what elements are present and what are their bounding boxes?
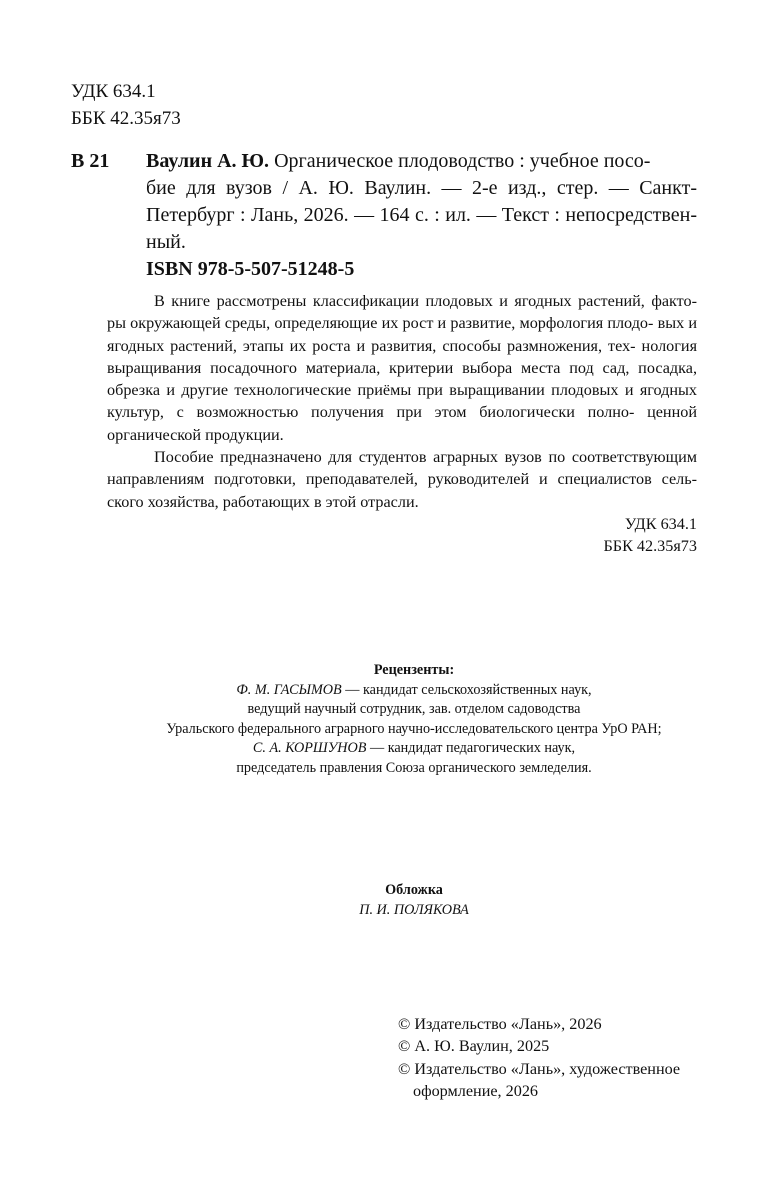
annotation-line: нология выращивания посадочного материала, критерии выбора места под сад,	[107, 336, 698, 377]
bibliographic-record	[146, 148, 697, 256]
annotation-line: вых и ягодных растений, этапы их роста и развития, способы размножения, тех-	[107, 314, 698, 355]
annotation-line: ры окружающей среды, определяющие их рост и развитие, морфология плодо-	[107, 314, 654, 333]
reviewer-1-degree: — кандидат сельскохозяйственных наук,	[341, 681, 592, 698]
biblio-author: Ваулин А. Ю.	[146, 150, 270, 172]
reviewer-2-name: С. А. КОРШУНОВ	[252, 740, 367, 757]
isbn: ISBN 978-5-507-51248-5	[146, 258, 355, 280]
biblio-line-3: Петербург : Лань, 2026. — 164 с. : ил. — Текст : непосредствен-	[146, 204, 697, 226]
reviewer-2-line-2: председатель правления Союза органического земледелия.	[236, 759, 592, 776]
annotation-paragraph-2	[107, 446, 697, 513]
reviewer-1-line-1	[0, 681, 769, 701]
classification-codes-bottom	[604, 513, 698, 557]
cover-designer: П. И. ПОЛЯКОВА	[359, 901, 469, 918]
cover-credit	[0, 881, 769, 920]
biblio-title: Органическое плодоводство : учебное посо-	[269, 150, 651, 172]
udk-code: УДК 634.1	[71, 81, 156, 102]
annotation-line: Пособие предназначено для студентов аграрных вузов по соответствующим	[154, 448, 697, 467]
reviewer-1-line-3: Уральского федерального аграрного научно-исследовательского центра УрО РАН;	[166, 720, 662, 737]
copyright-line-3: © Издательство «Лань», художественное	[398, 1059, 681, 1078]
copyright-line-1: © Издательство «Лань», 2026	[398, 1015, 602, 1033]
copyright-line-4: оформление, 2026	[413, 1081, 539, 1100]
udk-code: УДК 634.1	[624, 515, 697, 533]
reviewer-2-degree: — кандидат педагогических наук,	[366, 740, 576, 757]
copyright-block	[398, 1013, 680, 1102]
bbk-code: ББК 42.35я73	[71, 108, 181, 129]
cover-heading: Обложка	[385, 882, 443, 898]
biblio-line-1	[146, 148, 697, 175]
annotation-line: посадка, обрезка и другие технологические приёмы при выращивании плодовых	[107, 358, 697, 400]
annotation-line: и ягодных культур, с возможностью получения при этом биологически полно-	[107, 381, 698, 422]
classification-codes-top	[71, 78, 181, 132]
annotation-line: ценной органической продукции.	[107, 403, 697, 444]
annotation-paragraph-1	[107, 290, 697, 446]
annotation-line: ского хозяйства, работающих в этой отрасли.	[107, 492, 419, 511]
reviewer-1-line-2: ведущий научный сотрудник, зав. отделом садоводства	[247, 701, 581, 718]
reviewer-2-line-1	[0, 739, 769, 759]
annotation-line: В книге рассмотрены классификации плодовых и ягодных растений, факто-	[154, 292, 697, 310]
biblio-line-2: бие для вузов / А. Ю. Ваулин. — 2-е изд., стер. — Санкт-	[146, 177, 697, 199]
annotation-line: направлениям подготовки, преподавателей, руководителей и специалистов сель-	[107, 470, 697, 489]
reviewers-heading: Рецензенты:	[373, 662, 455, 678]
author-mark: В 21	[71, 150, 110, 172]
bbk-code: ББК 42.35я73	[603, 537, 697, 555]
biblio-line-4: ный.	[146, 231, 186, 253]
reviewer-1-name: Ф. М. ГАСЫМОВ	[236, 681, 342, 698]
reviewers-block	[0, 661, 769, 779]
copyright-line-2: © А. Ю. Ваулин, 2025	[398, 1037, 550, 1056]
annotation	[107, 290, 697, 513]
